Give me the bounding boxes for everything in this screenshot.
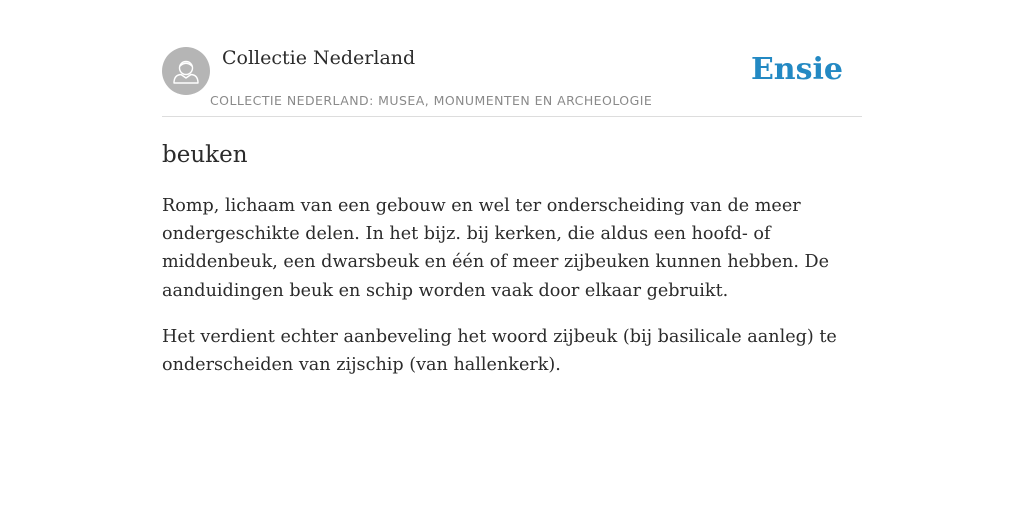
entry-term: beuken xyxy=(162,142,248,168)
brand-logo[interactable]: Ensie xyxy=(750,52,843,87)
entry-content xyxy=(162,192,862,397)
author-subtitle: COLLECTIE NEDERLAND: MUSEA, MONUMENTEN EN ARCHEOLOGIE xyxy=(210,93,653,108)
entry-paragraph: Het verdient echter aanbeveling het woord zijbeuk (bij basilicale aanleg) te onderscheiden van zijschip (van hallenkerk). xyxy=(162,326,837,376)
header xyxy=(162,46,862,117)
author-avatar[interactable] xyxy=(162,47,210,95)
author-name[interactable]: Collectie Nederland xyxy=(222,47,416,69)
user-avatar-icon xyxy=(162,47,210,95)
entry-paragraph: Romp, lichaam van een gebouw en wel ter onderscheiding van de meer ondergeschikte delen. In het bijz. bij kerken, die aldus een hoofd- of middenbeuk, een dwarsbeuk en één of meer zijbeuken kunnen hebben. De aanduidingen beuk en schip worden vaak door elkaar gebruikt. xyxy=(162,196,830,301)
